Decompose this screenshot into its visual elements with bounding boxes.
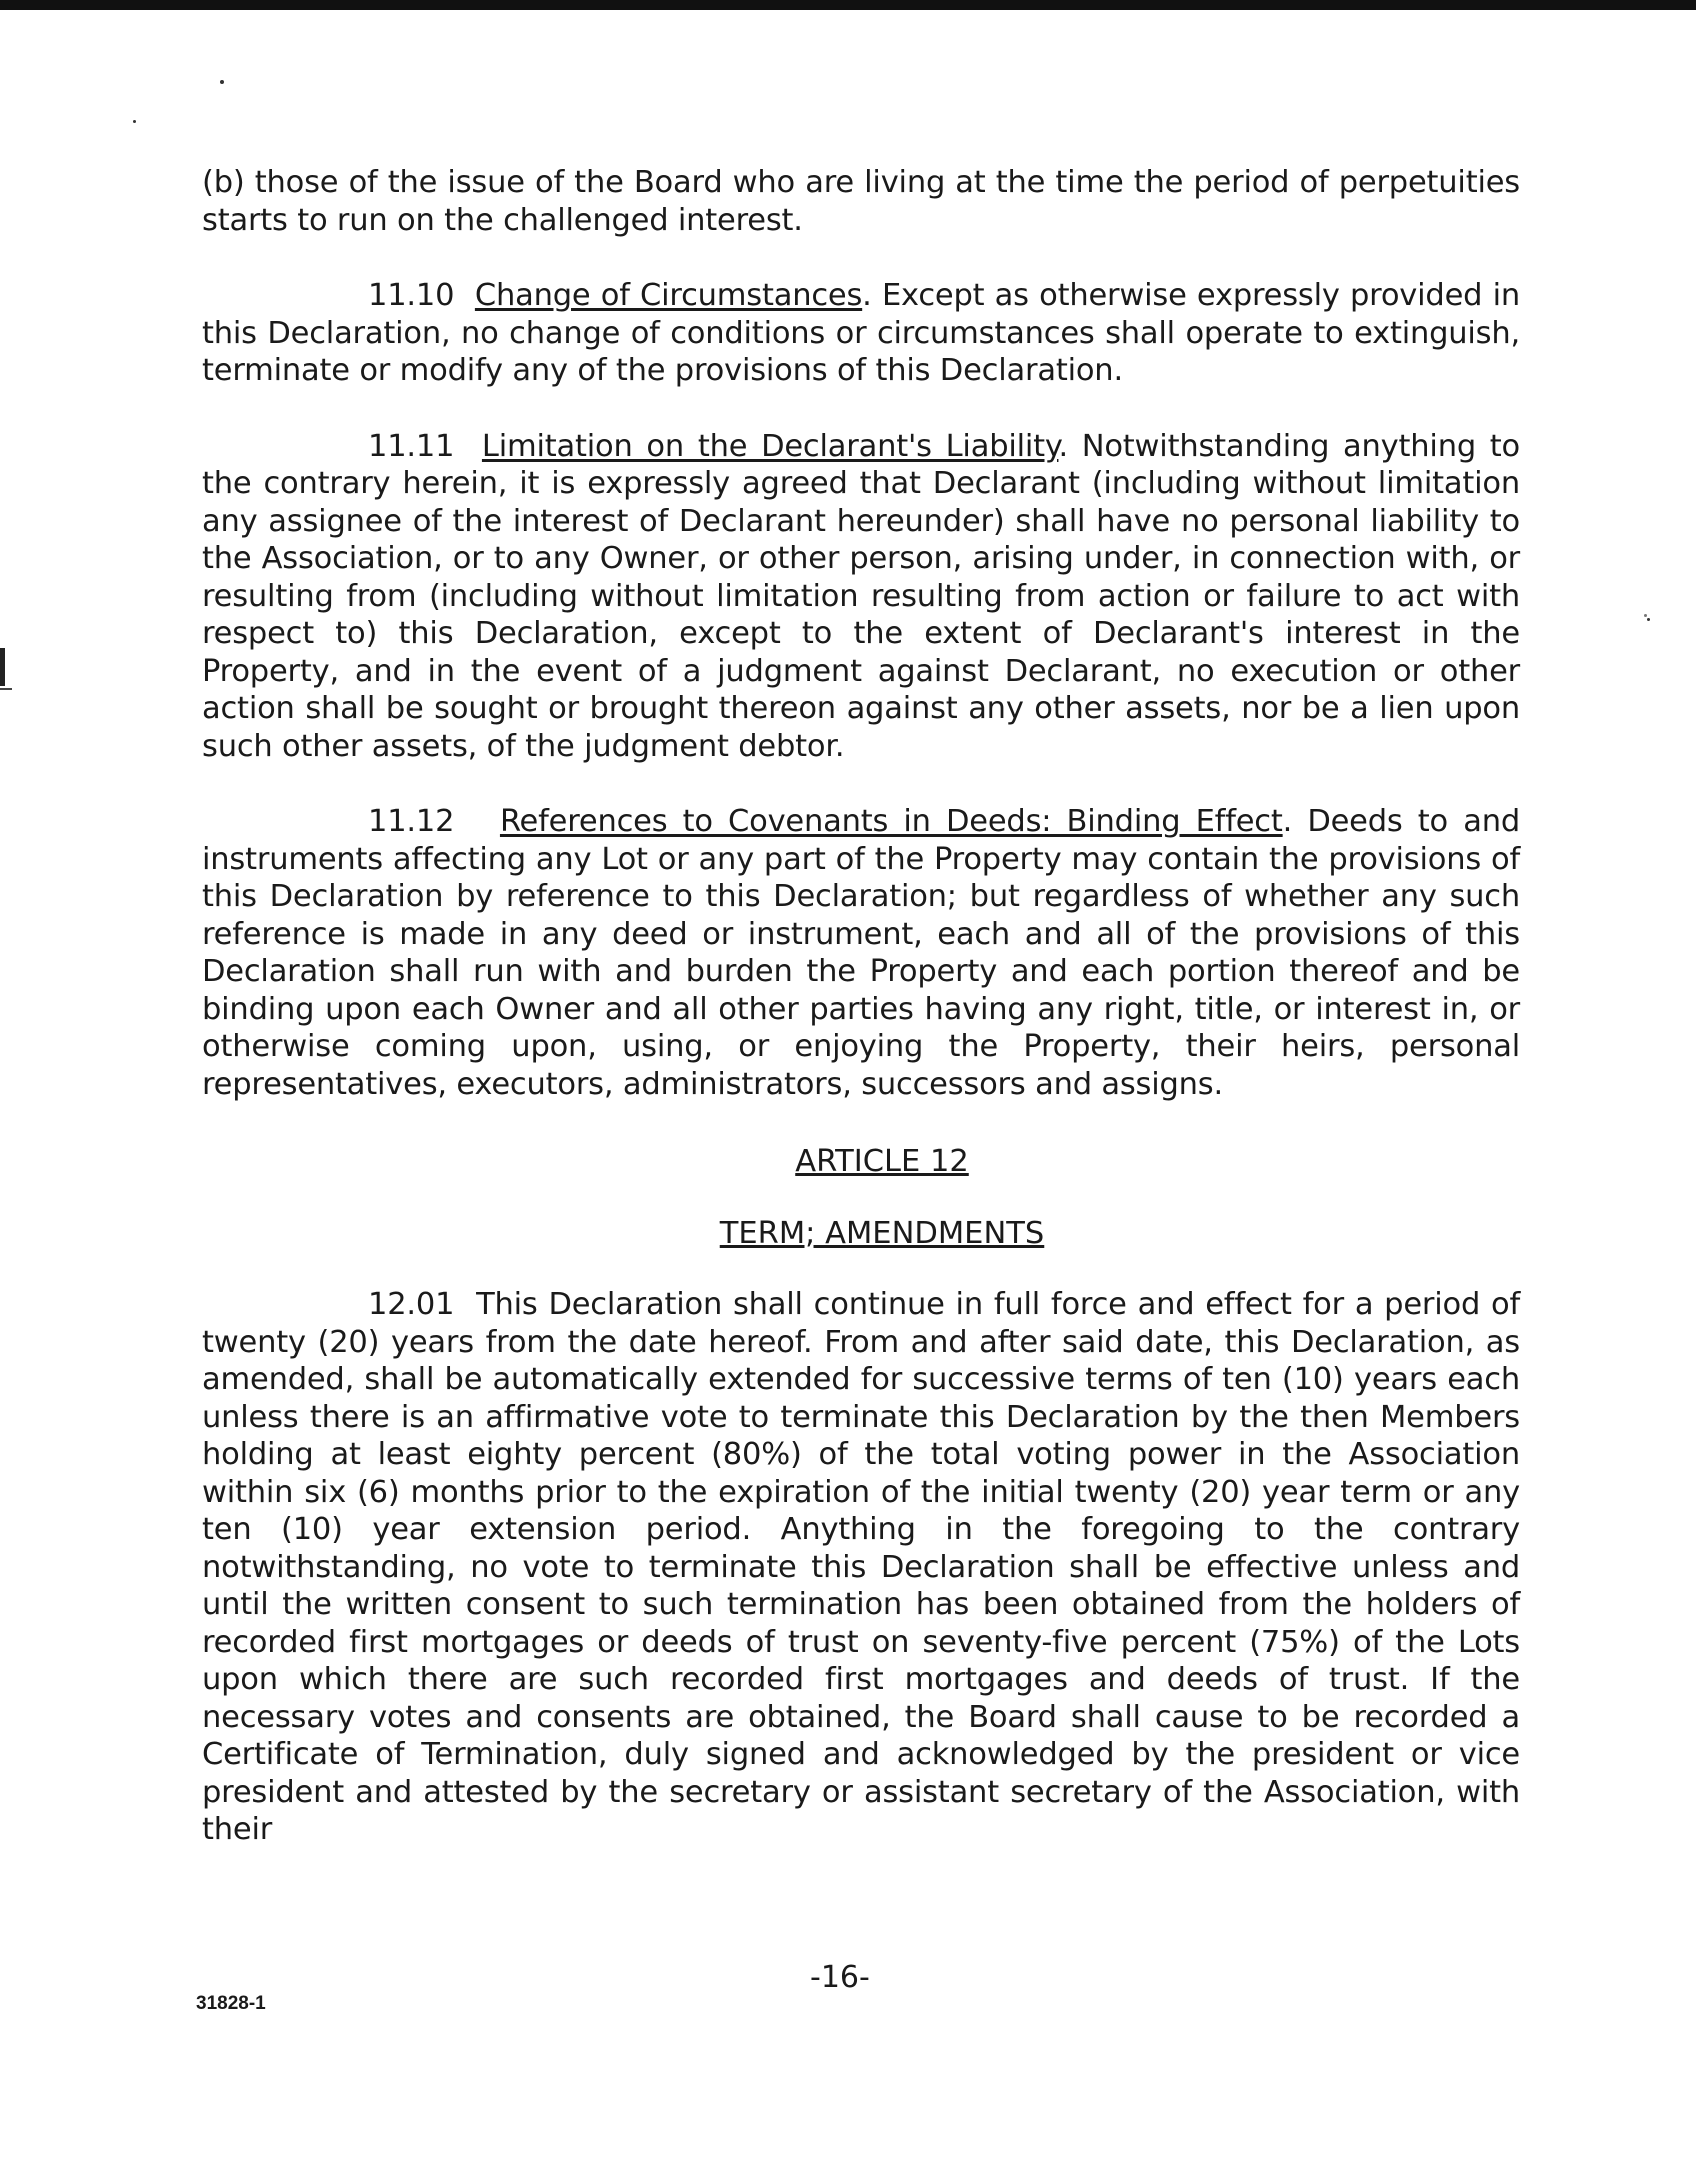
article-subheading: TERM; AMENDMENTS [719, 1215, 1045, 1251]
scan-speck [133, 120, 136, 123]
scan-speck [1644, 614, 1647, 617]
section-11-10-title: Change of Circumstances [474, 278, 863, 313]
section-12-01 [202, 1286, 1520, 1849]
paragraph-b-text: (b) those of the issue of the Board who are living at the time the period of perpetuities starts to run on the challenged interest. [202, 165, 1520, 238]
section-11-10-number: 11.10 [368, 278, 455, 313]
page-number: -16- [810, 1960, 870, 1995]
section-11-10 [202, 277, 1520, 390]
section-11-11-number: 11.11 [368, 428, 455, 464]
section-11-11-text: . Notwithstanding anything to the contrary herein, it is expressly agreed that Declarant (including without limitation any assignee of the interest of Declarant hereunder) shall have no personal liability to the Association, or to any Owner, or other person, arising under, in connection with, or resulting from (including without limitation resulting from action or failure to act with respect to) this Declaration, except to the extent of Declarant's interest in the Property, and in the event of a judgment against Declarant, no execution or other action shall be sought or brought thereon against any other assets, nor be a lien upon such other assets, of the judgment debtor. [202, 428, 1520, 764]
section-11-11-title: Limitation on the Declarant's Liability [481, 428, 1059, 464]
article-heading: ARTICLE 12 [795, 1144, 969, 1179]
scan-speck [220, 80, 224, 84]
section-11-10-text: . Except as otherwise expressly provided in this Declaration, no change of conditions or circumstances shall operate to extinguish, terminate or modify any of the provisions of this Declaration. [202, 278, 1520, 388]
left-margin-mark [0, 648, 5, 686]
document-body [202, 164, 1520, 1849]
scan-speck [1647, 618, 1650, 621]
section-11-12-number: 11.12 [368, 804, 455, 839]
top-scan-border [0, 0, 1696, 10]
document-id: 31828-1 [196, 1993, 266, 2014]
section-12-01-text: This Declaration shall continue in full force and effect for a period of twenty (20) years from the date hereof. From and after said date, this Declaration, as amended, shall be automatically extended for successive terms of ten (10) years each unless there is an affirmative vote to terminate this Declaration by the then Members holding at least eighty percent (80%) of the total voting power in the Association within six (6) months prior to the expiration of the initial twenty (20) year term or any ten (10) year extension period. Anything in the foregoing to the contrary notwithstanding, no vote to terminate this Declaration shall be effective unless and until the written consent to such termination has been obtained from the holders of recorded first mortgages or deeds of trust on seventy-five percent (75%) of the Lots upon which there are such recorded first mortgages and deeds of trust. If the necessary votes and consents are obtained, the Board shall cause to be recorded a Certificate of Termination, duly signed and acknowledged by the president or vice president and attested by the secretary or assistant secretary of the Association, with their [202, 1287, 1520, 1847]
section-11-12-text: . Deeds to and instruments affecting any Lot or any part of the Property may contain the provisions of this Declaration by reference to this Declaration; but regardless of whether any such reference is made in any deed or instrument, each and all of the provisions of this Declaration shall run with and burden the Property and each portion thereof and be binding upon each Owner and all other parties having any right, title, or interest in, or otherwise coming upon, using, or enjoying the Property, their heirs, personal representatives, executors, administrators, successors and assigns. [202, 804, 1520, 1102]
section-11-12 [202, 803, 1520, 1103]
left-margin-tick [0, 688, 12, 690]
section-11-11 [202, 428, 1520, 766]
section-11-12-title: References to Covenants in Deeds: Binding Effect [499, 804, 1283, 839]
paragraph-b [202, 164, 1520, 239]
section-12-01-number: 12.01 [368, 1287, 455, 1322]
